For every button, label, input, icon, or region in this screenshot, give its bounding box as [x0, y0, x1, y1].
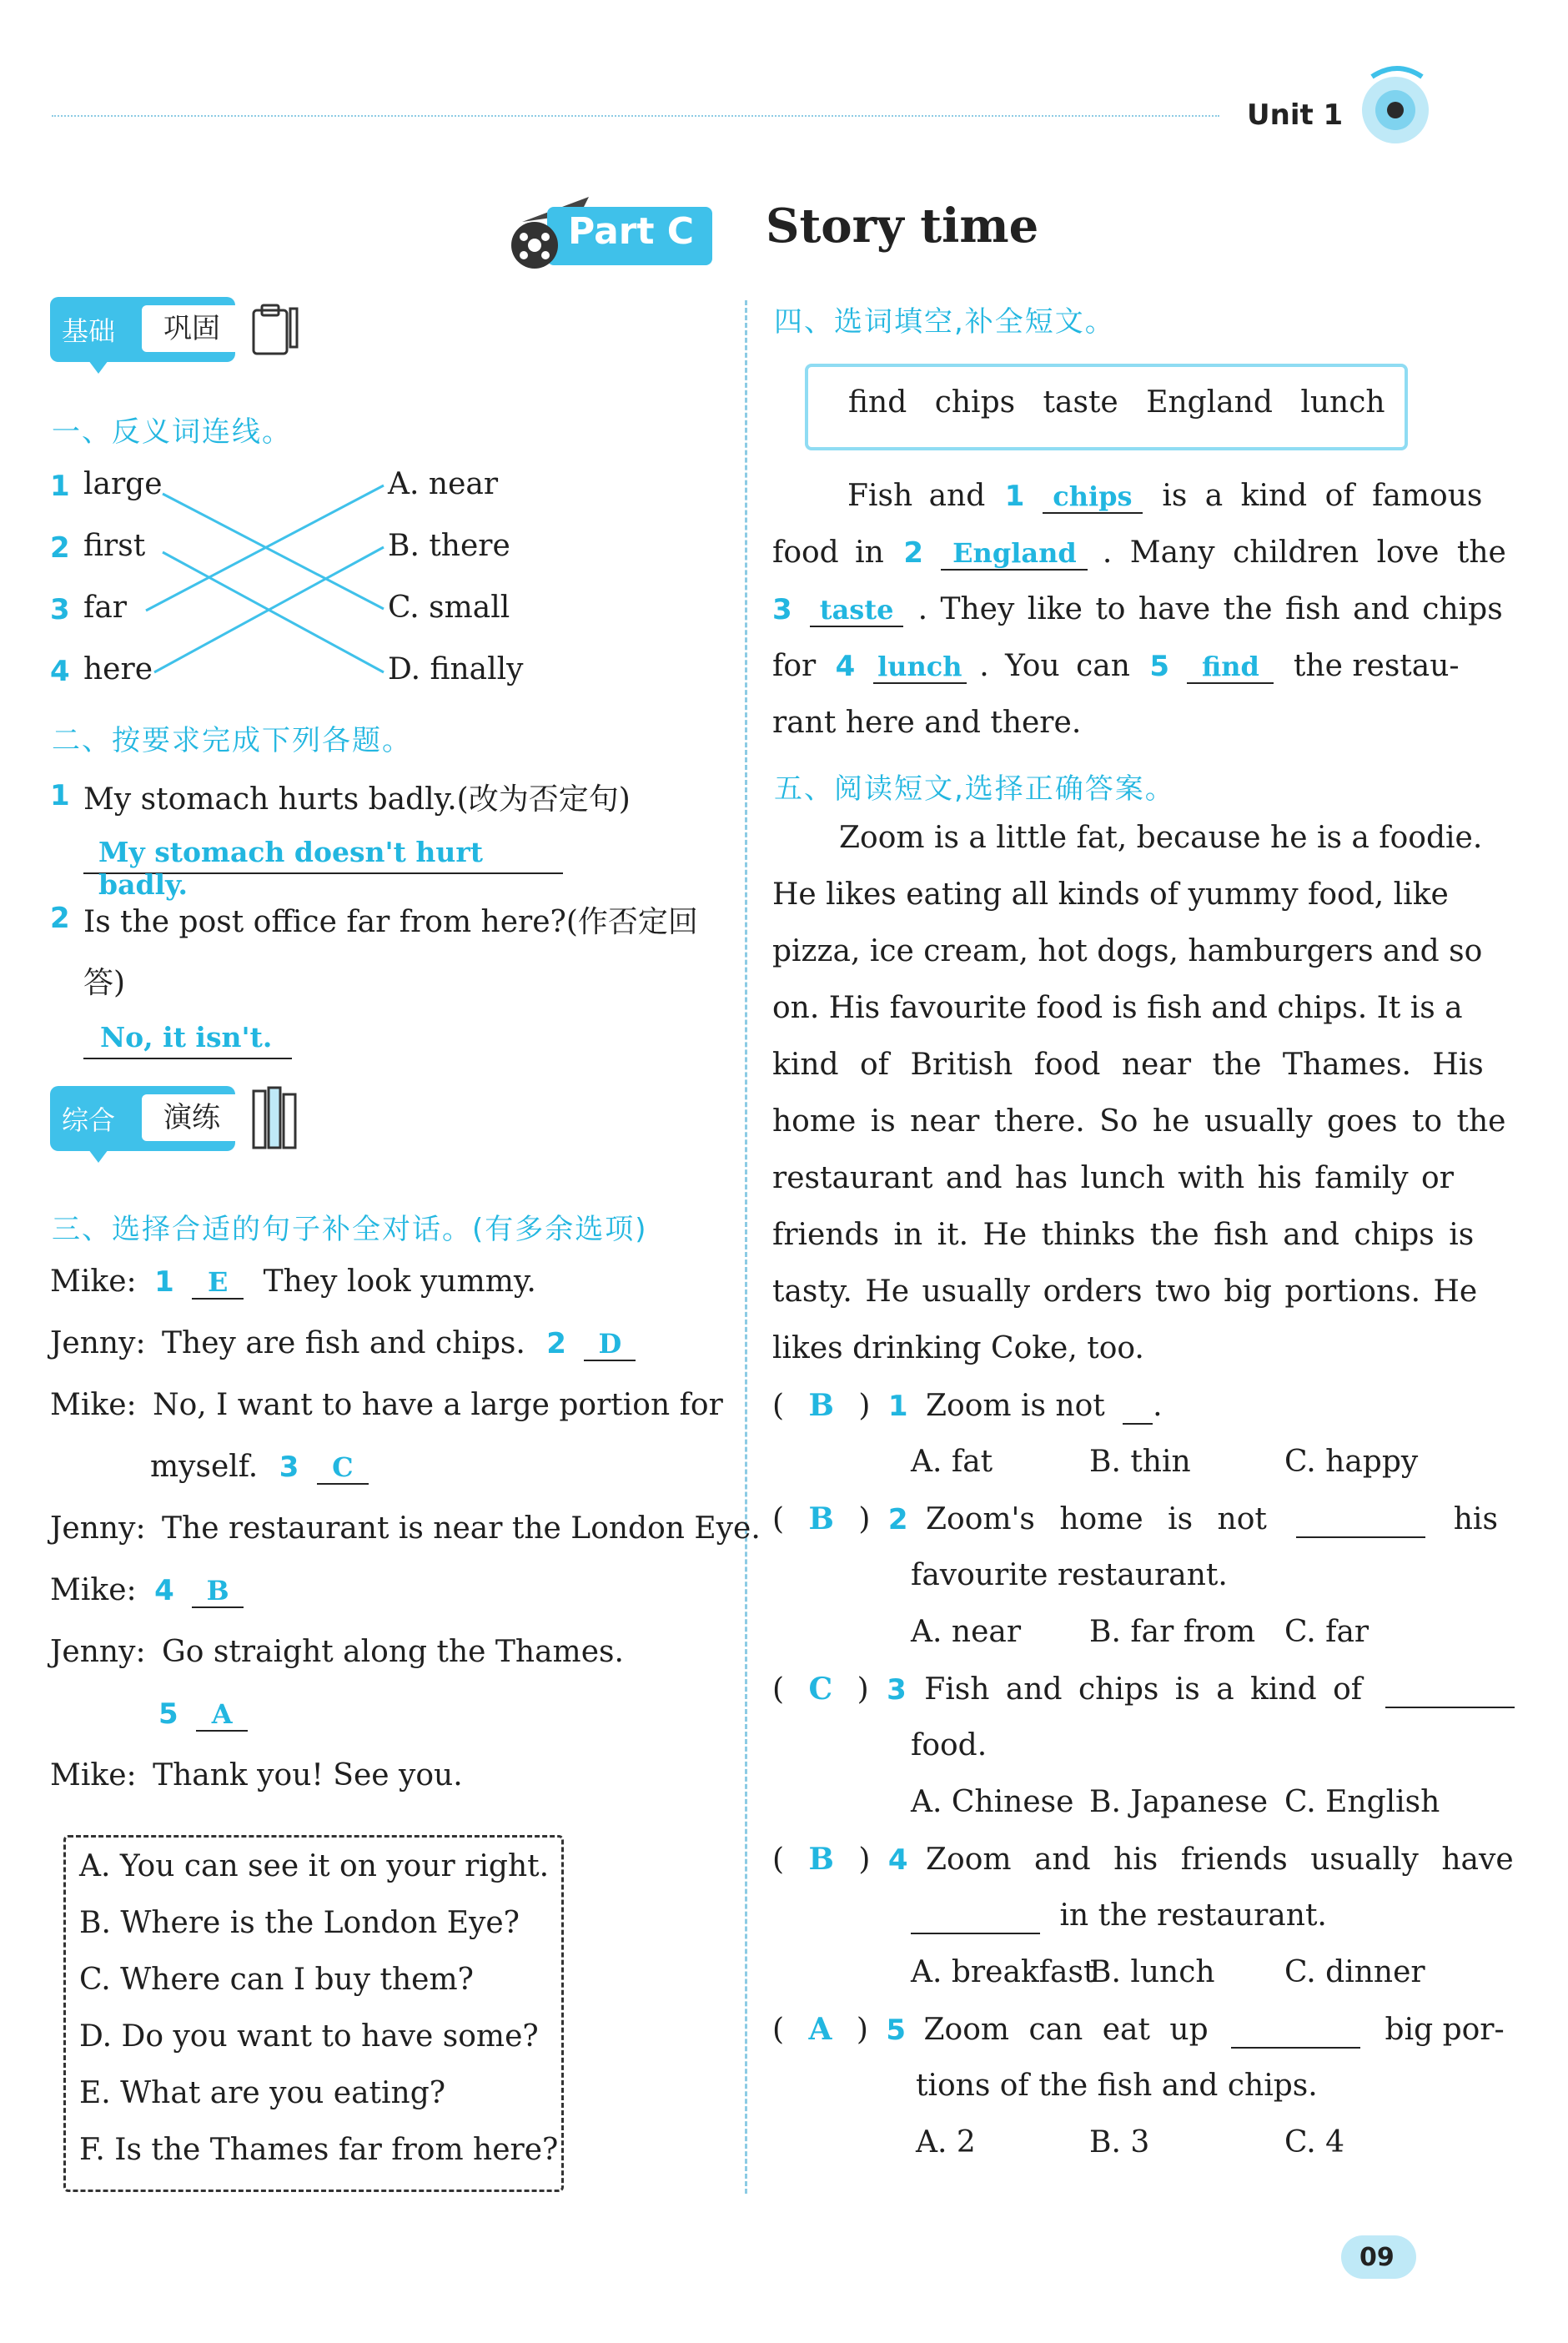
unit-label: Unit 1: [1247, 98, 1344, 132]
speaker-4: Jenny:: [50, 1511, 146, 1546]
section-2-title: 二、按要求完成下列各题。: [52, 724, 412, 757]
s2-q2-line2: 答): [83, 966, 126, 1000]
q5-row: ( A ) 5 Zoom can eat up big por-: [772, 2012, 1505, 2047]
q2-num: 2: [887, 1503, 908, 1536]
speaker-3: Mike:: [50, 1388, 137, 1422]
part-label: Part C: [568, 210, 695, 253]
q3-answer: C: [808, 1672, 833, 1707]
dialogue-4: [50, 1511, 761, 1546]
q2-opt-a: A. near: [911, 1615, 1022, 1649]
section-4-title: 四、选词填空,补全短文。: [774, 305, 1115, 339]
q2-blank: [1296, 1502, 1425, 1538]
s4-answer-2: England: [941, 537, 1088, 571]
passage-line-10: likes drinking Coke, too.: [772, 1331, 1144, 1365]
blank-answer-4: B: [192, 1575, 244, 1608]
q1-opt-a: A. fat: [911, 1445, 993, 1479]
passage-line-9: tasty. He usually orders two big portions. He: [772, 1275, 1478, 1309]
q4-opt-b: B. lunch: [1089, 1955, 1215, 1989]
blank-answer-2: D: [584, 1328, 636, 1361]
s2-q2-answer-line: [83, 1019, 292, 1059]
books-icon: [250, 1084, 309, 1154]
q5-num: 5: [886, 2014, 907, 2047]
match-num-4: 4: [50, 655, 70, 688]
badge-practice-b: 演练: [142, 1094, 242, 1141]
q5-opt-a: A. 2: [916, 2125, 976, 2159]
q1-blank: [1123, 1389, 1153, 1425]
dialogue-text-4: The restaurant is near the London Eye.: [162, 1511, 761, 1546]
q1-text: Zoom is not: [926, 1389, 1105, 1423]
q1-paren: (: [772, 1389, 785, 1423]
passage-line-2: He likes eating all kinds of yummy food, like: [772, 877, 1449, 912]
q2-opt-b: B. far from: [1089, 1615, 1256, 1649]
q2-tail: his: [1453, 1502, 1498, 1536]
s4-text-4c: the restau-: [1293, 649, 1460, 683]
word-taste: taste: [1043, 385, 1118, 420]
s4-answer-5: find: [1187, 651, 1274, 684]
s4-text-1b: is a kind of famous: [1162, 479, 1483, 513]
speaker-5: Mike:: [50, 1573, 137, 1607]
option-e: E. What are you eating?: [79, 2076, 446, 2110]
s2-q1-answer-line: [83, 834, 563, 901]
dialogue-7: [158, 1697, 248, 1732]
badge-practice-a: 综合: [62, 1104, 116, 1136]
q5-text: Zoom can eat up: [923, 2013, 1209, 2047]
s4-num-4: 4: [835, 650, 856, 683]
q1-opt-c: C. happy: [1284, 1445, 1419, 1479]
s4-num-3: 3: [772, 593, 792, 626]
q1-answer: B: [808, 1388, 834, 1423]
s4-line-4: [772, 649, 1460, 684]
s2-q2-line1: Is the post office far from here?(作否定回: [83, 905, 698, 939]
q5-opt-b: B. 3: [1089, 2125, 1150, 2159]
blank-answer-5: A: [196, 1698, 248, 1732]
s2-q1-answer: My stomach doesn't hurt badly.: [98, 836, 484, 901]
dialogue-1: [50, 1265, 536, 1300]
s4-num-2: 2: [903, 536, 923, 570]
s4-line-1: [847, 479, 1482, 514]
swirl-icon: [1347, 52, 1447, 152]
q4-opt-c: C. dinner: [1284, 1955, 1425, 1989]
section-3-title: 三、选择合适的句子补全对话。(有多余选项): [52, 1213, 648, 1246]
s4-text-4a: for: [772, 649, 817, 683]
dialogue-3b: [150, 1450, 369, 1485]
s4-text-2a: food in: [772, 535, 884, 570]
q5-tail: big por-: [1385, 2013, 1505, 2047]
s4-answer-3: taste: [810, 594, 903, 627]
blank-num-3: 3: [279, 1451, 299, 1484]
q3-text: Fish and chips is a kind of: [924, 1672, 1363, 1707]
badge-practice: [50, 1086, 235, 1151]
q4-text: Zoom and his friends usually have: [926, 1843, 1514, 1877]
s4-text-1a: Fish and: [847, 479, 986, 513]
match-right-b: B. there: [388, 529, 510, 563]
dialogue-2: [50, 1326, 636, 1361]
s2-q1-text: My stomach hurts badly.(改为否定句): [83, 782, 631, 817]
passage-line-7: restaurant and has lunch with his family or: [772, 1161, 1454, 1195]
s4-text-2b: . Many children love the: [1102, 535, 1506, 570]
dialogue-text-1: They look yummy.: [263, 1265, 536, 1299]
speaker-8: Mike:: [50, 1758, 137, 1792]
match-right-a: A. near: [388, 467, 499, 501]
badge-basics-a: 基础: [62, 315, 116, 347]
speaker-2: Jenny:: [50, 1326, 146, 1360]
dialogue-text-3: No, I want to have a large portion for: [153, 1388, 723, 1422]
q2-opt-c: C. far: [1284, 1615, 1369, 1649]
passage-line-1: Zoom is a little fat, because he is a foodie.: [839, 821, 1483, 855]
q3-opt-c: C. English: [1284, 1785, 1440, 1819]
q1-opt-b: B. thin: [1089, 1445, 1191, 1479]
match-left-4: here: [83, 652, 153, 686]
page-number: 09: [1359, 2243, 1395, 2272]
blank-num-4: 4: [154, 1574, 174, 1607]
option-d: D. Do you want to have some?: [79, 2019, 539, 2054]
match-num-2: 2: [50, 531, 70, 565]
passage-line-8: friends in it. He thinks the fish and chips is: [772, 1218, 1475, 1252]
s4-answer-4: lunch: [873, 651, 967, 684]
q4-line2: in the restaurant.: [1059, 1898, 1327, 1933]
q5-answer: A: [808, 2012, 832, 2047]
q3-line2: food.: [911, 1728, 988, 1762]
q4-blank: [911, 1898, 1040, 1934]
match-right-c: C. small: [388, 591, 510, 625]
s4-answer-1: chips: [1043, 480, 1143, 514]
s4-num-5: 5: [1149, 650, 1170, 683]
dialogue-text-8: Thank you! See you.: [153, 1758, 463, 1792]
s4-line-2: [772, 535, 1506, 571]
q2-row: ( B ) 2 Zoom's home is not his: [772, 1501, 1498, 1536]
match-left-1: large: [83, 467, 163, 501]
section-5-title: 五、阅读短文,选择正确答案。: [774, 772, 1175, 806]
blank-num-1: 1: [154, 1265, 174, 1299]
s2-q2-answer: No, it isn't.: [100, 1021, 273, 1053]
dialogue-8: [50, 1758, 463, 1792]
option-f: F. Is the Thames far from here?: [79, 2133, 559, 2167]
q4-line2-wrap: [911, 1898, 1327, 1934]
option-c: C. Where can I buy them?: [79, 1963, 474, 1997]
s4-line-5: rant here and there.: [772, 706, 1082, 740]
passage-line-3: pizza, ice cream, hot dogs, hamburgers and so: [772, 934, 1483, 968]
options-box: [63, 1835, 564, 2192]
match-left-2: first: [83, 529, 146, 563]
dialogue-text-6: Go straight along the Thames.: [162, 1635, 624, 1669]
dialogue-6: [50, 1635, 624, 1669]
dialogue-3: [50, 1388, 723, 1422]
q2-answer: B: [808, 1501, 834, 1536]
badge-basics-b: 巩固: [142, 305, 242, 352]
s2-q2-num: 2: [50, 902, 70, 935]
q3-blank: [1385, 1672, 1515, 1708]
option-a: A. You can see it on your right.: [79, 1849, 550, 1883]
dialogue-text-3b: myself.: [150, 1450, 259, 1484]
q1-row: ( B ) 1 Zoom is not .: [772, 1388, 1163, 1423]
q4-answer: B: [808, 1842, 834, 1877]
s4-text-4b: . You can: [979, 649, 1130, 683]
blank-num-5: 5: [158, 1697, 178, 1731]
q5-line2: tions of the fish and chips.: [916, 2069, 1318, 2103]
word-find: find: [848, 385, 907, 420]
word-england: England: [1146, 385, 1273, 420]
q3-opt-b: B. Japanese: [1089, 1785, 1269, 1819]
q1-num: 1: [887, 1390, 908, 1423]
section-1-title: 一、反义词连线。: [52, 415, 292, 449]
q3-row: ( C ) 3 Fish and chips is a kind of: [772, 1672, 1515, 1708]
s4-line-3: [772, 592, 1503, 627]
word-lunch: lunch: [1300, 385, 1385, 420]
word-chips: chips: [934, 385, 1016, 420]
match-left-3: far: [83, 591, 127, 625]
match-right-d: D. finally: [388, 652, 524, 686]
q4-opt-a: A. breakfast: [911, 1955, 1096, 1989]
passage-line-5: kind of British food near the Thames. His: [772, 1048, 1484, 1082]
matching-lines: [0, 0, 751, 751]
word-bank: [848, 385, 1385, 420]
q5-blank: [1231, 2013, 1360, 2049]
page-title: Story time: [766, 199, 1039, 254]
s2-q1-num: 1: [50, 779, 70, 812]
blank-answer-1: E: [192, 1266, 244, 1300]
q2-line2: favourite restaurant.: [911, 1558, 1228, 1592]
dialogue-text-2: They are fish and chips.: [162, 1326, 525, 1360]
s4-text-3b: . They like to have the fish and chips: [917, 592, 1503, 626]
passage-line-6: home is near there. So he usually goes to the: [772, 1104, 1506, 1139]
q4-row: ( B ) 4 Zoom and his friends usually have: [772, 1842, 1514, 1877]
q4-num: 4: [887, 1843, 908, 1877]
option-b: B. Where is the London Eye?: [79, 1906, 520, 1940]
word-bank-box: [805, 364, 1408, 450]
q3-opt-a: A. Chinese: [911, 1785, 1074, 1819]
page-number-badge: [1341, 2235, 1416, 2279]
q5-opt-c: C. 4: [1284, 2125, 1345, 2159]
dialogue-5: [50, 1573, 244, 1608]
q2-text: Zoom's home is not: [926, 1502, 1267, 1536]
q1-tail: .: [1153, 1389, 1163, 1423]
blank-answer-3: C: [317, 1451, 369, 1485]
q3-num: 3: [887, 1673, 907, 1707]
match-num-1: 1: [50, 470, 70, 503]
speaker-6: Jenny:: [50, 1635, 146, 1669]
blank-num-2: 2: [546, 1327, 566, 1360]
speaker-1: Mike:: [50, 1265, 137, 1299]
s4-num-1: 1: [1004, 480, 1025, 513]
passage-line-4: on. His favourite food is fish and chips. It is a: [772, 991, 1463, 1025]
match-num-3: 3: [50, 593, 70, 626]
